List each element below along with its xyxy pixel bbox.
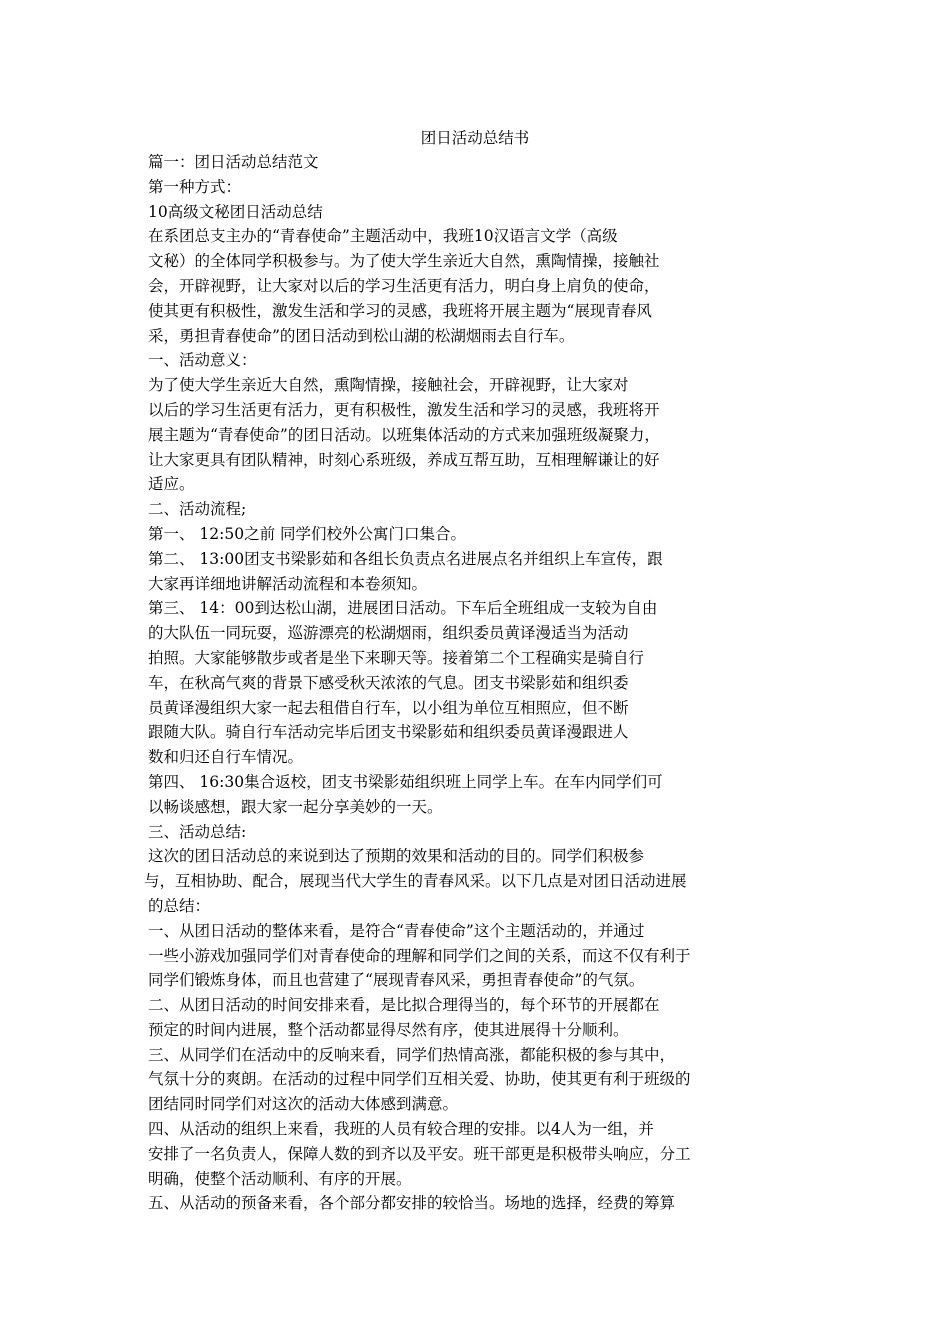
text-line: 员黄译漫组织大家一起去租借自行车，以小组为单位互相照应，但不断 <box>148 698 629 717</box>
text-line: 采，勇担青春使命”的团日活动到松山湖的松湖烟雨去自行车。 <box>148 326 575 345</box>
text-line: 团结同时同学们对这次的活动大体感到满意。 <box>148 1095 459 1114</box>
text-line: 的大队伍一同玩耍，巡游漂亮的松湖烟雨，组织委员黄译漫适当为活动 <box>148 624 629 643</box>
text-line: 车，在秋高气爽的背景下感受秋天浓浓的气息。团支书梁影茹和组织委 <box>148 673 629 692</box>
document-body <box>0 150 950 1216</box>
text-line: 让大家更具有团队精神，时刻心系班级，养成互帮互助，互相理解谦让的好 <box>148 450 660 469</box>
text-line: 以后的学习生活更有活力，更有积极性，激发生活和学习的灵感，我班将开 <box>148 400 660 419</box>
text-line: 篇一：团日活动总结范文 <box>148 153 319 171</box>
text-line: 以畅谈感想，跟大家一起分享美妙的一天。 <box>148 797 443 816</box>
text-line: 展主题为“青春使命”的团日活动。以班集体活动的方式来加强班级凝聚力， <box>148 425 660 444</box>
text-line: 10高级文秘团日活动总结 <box>148 202 323 221</box>
text-line: 预定的时间内进展，整个活动都显得尽然有序，使其进展得十分顺利。 <box>148 1020 629 1039</box>
text-line: 二、活动流程; <box>148 500 247 519</box>
text-line: 明确，使整个活动顺利、有序的开展。 <box>148 1169 412 1188</box>
text-line: 的总结： <box>148 896 211 915</box>
text-line: 第四、 16:30集合返校，团支书梁影茹组织班上同学上车。在车内同学们可 <box>148 772 663 791</box>
text-line: 第一种方式： <box>148 177 242 196</box>
text-line: 五、从活动的预备来看，各个部分都安排的较恰当。场地的选择，经费的筹算 <box>148 1194 676 1213</box>
text-line: 第二、 13:00团支书梁影茹和各组长负责点名进展点名并组织上车宣传，跟 <box>148 549 663 568</box>
text-line: 拍照。大家能够散步或者是坐下来聊天等。接着第二个工程确实是骑自行 <box>148 648 645 667</box>
text-line: 一些小游戏加强同学们对青春使命的理解和同学们之间的关系，而这不仅有利于 <box>148 946 691 965</box>
text-line: 第三、 14：00到达松山湖，进展团日活动。下车后全班组成一支较为自由 <box>148 599 658 618</box>
text-line: 文秘）的全体同学积极参与。为了使大学生亲近大自然，熏陶情操，接触社 <box>148 252 660 271</box>
text-line: 一、从团日活动的整体来看，是符合“青春使命”这个主题活动的，并通过 <box>148 921 645 940</box>
text-line: 使其更有积极性，激发生活和学习的灵感，我班将开展主题为“展现青春风 <box>148 301 652 320</box>
text-line: 四、从活动的组织上来看，我班的人员有较合理的安排。以4人为一组，并 <box>148 1120 654 1139</box>
text-line: 这次的团日活动总的来说到达了预期的效果和活动的目的。同学们积极参 <box>148 847 645 866</box>
text-line: 为了使大学生亲近大自然，熏陶情操，接触社会，开辟视野，让大家对 <box>148 376 629 395</box>
text-line: 数和归还自行车情况。 <box>148 748 304 767</box>
text-line: 大家再详细地讲解活动流程和本卷须知。 <box>148 574 428 593</box>
text-line: 与，互相协助、配合，展现当代大学生的青春风采。以下几点是对团日活动进展 <box>144 872 687 891</box>
text-line: 一、活动意义： <box>148 351 257 370</box>
text-line: 跟随大队。骑自行车活动完毕后团支书梁影茹和组织委员黄译漫跟进人 <box>148 723 629 742</box>
text-line: 会，开辟视野，让大家对以后的学习生活更有活力，明白身上肩负的使命， <box>148 276 660 295</box>
text-line: 三、从同学们在活动中的反响来看，同学们热情高涨，都能积极的参与其中， <box>148 1045 676 1064</box>
text-line: 适应。 <box>148 475 195 494</box>
document-title: 团日活动总结书 <box>420 129 530 147</box>
text-line: 二、从团日活动的时间安排来看，是比拟合理得当的，每个环节的开展都在 <box>148 996 660 1015</box>
text-line: 安排了一名负责人，保障人数的到齐以及平安。班干部更是积极带头响应，分工 <box>148 1144 691 1163</box>
text-line: 在系团总支主办的“青春使命”主题活动中，我班10汉语言文学（高级 <box>148 227 618 246</box>
text-line: 第一、 12:50之前 同学们校外公寓门口集合。 <box>148 524 467 543</box>
text-line: 气氛十分的爽朗。在活动的过程中同学们互相关爱、协助，使其更有利于班级的 <box>148 1070 691 1089</box>
text-line: 同学们锻炼身体，而且也营建了“展现青春风采，勇担青春使命”的气氛。 <box>148 971 645 990</box>
text-line: 三、活动总结: <box>148 822 247 841</box>
